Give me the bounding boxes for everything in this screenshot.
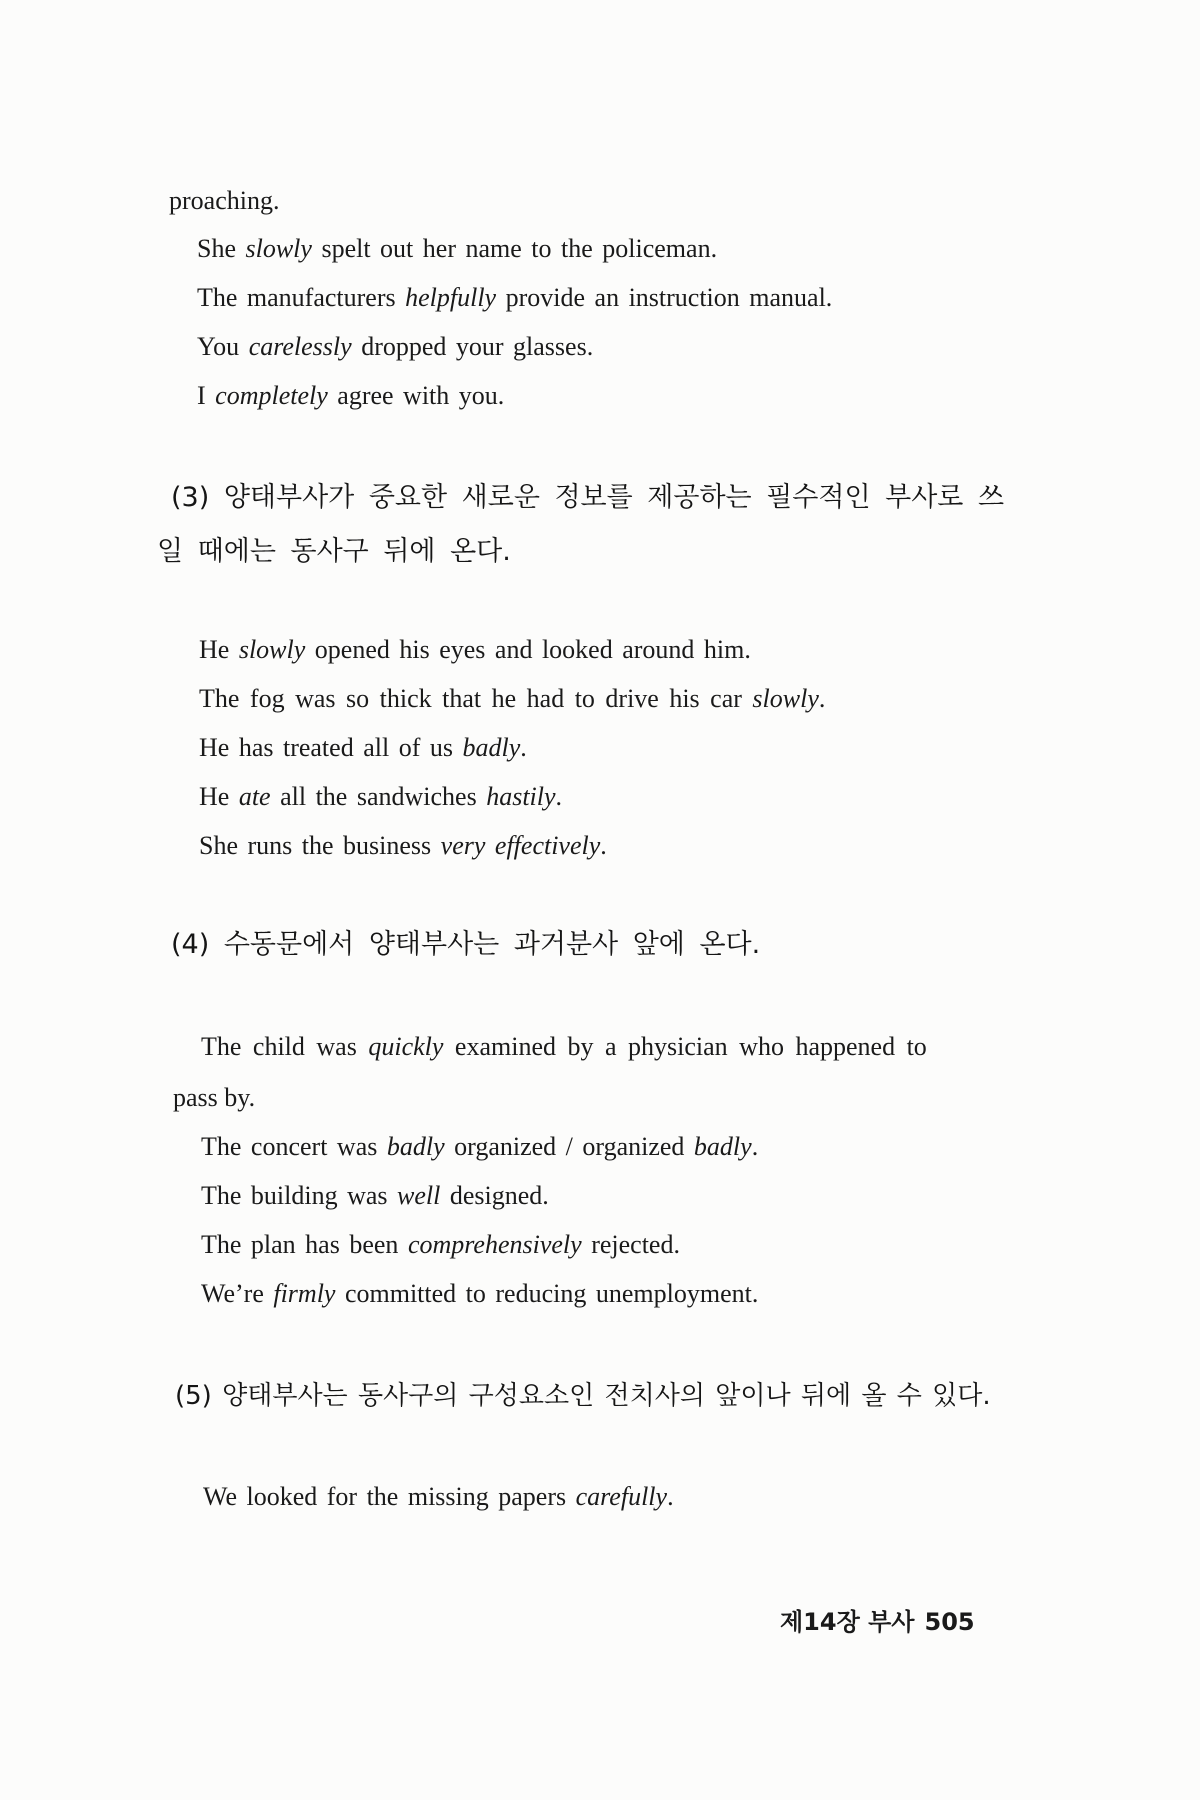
text: He	[199, 635, 239, 664]
verb: ate	[238, 782, 271, 811]
text: .	[751, 1132, 759, 1161]
text: The manufacturers	[197, 283, 406, 312]
adverb: carelessly	[248, 332, 352, 361]
heading-text: (3) 양태부사가 중요한 새로운 정보를 제공하는 필수적인 부사로 쓰	[171, 482, 1005, 513]
text: spelt out her name to the policeman.	[311, 234, 718, 263]
adverb: badly	[693, 1132, 752, 1161]
page-footer	[780, 1602, 975, 1637]
text: We looked for the missing papers	[203, 1482, 576, 1511]
text: .	[600, 831, 607, 860]
text: You	[197, 332, 249, 361]
example-sentence	[199, 829, 607, 863]
continued-text	[169, 184, 279, 218]
text: all the sandwiches	[270, 782, 487, 811]
adverb: well	[397, 1181, 441, 1210]
adverb: comprehensively	[407, 1230, 582, 1259]
example-sentence	[201, 1179, 549, 1213]
section-heading	[171, 925, 760, 965]
example-sentence	[201, 1277, 758, 1311]
example-sentence	[201, 1228, 680, 1262]
text: The plan has been	[201, 1230, 408, 1259]
adverb: carefully	[575, 1482, 668, 1511]
text: .	[520, 733, 527, 762]
example-sentence	[199, 633, 751, 667]
text: organized / organized	[444, 1132, 694, 1161]
text: We’re	[201, 1279, 274, 1308]
text: I	[197, 381, 216, 410]
text: She	[197, 234, 246, 263]
adverb: firmly	[273, 1279, 336, 1308]
text: opened his eyes and looked around him.	[305, 635, 751, 664]
text: He has treated all of us	[199, 733, 463, 762]
example-sentence-continued	[173, 1081, 255, 1115]
example-sentence	[197, 232, 717, 266]
section-heading-continued	[157, 532, 511, 572]
text: dropped your glasses.	[351, 332, 594, 361]
text: committed to reducing unemployment.	[335, 1279, 759, 1308]
text: .	[667, 1482, 674, 1511]
text: designed.	[440, 1181, 549, 1210]
text: The concert was	[201, 1132, 387, 1161]
adverb: hastily	[486, 782, 556, 811]
heading-text: (5) 양태부사는 동사구의 구성요소인 전치사의 앞이나 뒤에 올 수 있다.	[175, 1381, 991, 1411]
text: She runs the business	[199, 831, 441, 860]
example-sentence	[199, 682, 825, 716]
text: .	[818, 684, 826, 713]
heading-text: 일 때에는 동사구 뒤에 온다.	[157, 536, 511, 567]
adverb: slowly	[245, 234, 312, 263]
section-heading	[171, 478, 1004, 518]
example-sentence	[199, 780, 562, 814]
text: pass by.	[173, 1083, 256, 1112]
example-sentence	[199, 731, 527, 765]
text: The fog was so thick that he had to drive his car	[199, 684, 753, 713]
chapter-title: 제14장 부사	[780, 1608, 915, 1636]
page-number: 505	[924, 1608, 975, 1636]
example-sentence	[203, 1480, 674, 1514]
text: agree with you.	[327, 381, 505, 410]
heading-text: (4) 수동문에서 양태부사는 과거분사 앞에 온다.	[171, 929, 761, 960]
example-sentence	[197, 281, 832, 315]
adverb: badly	[386, 1132, 445, 1161]
adverb: slowly	[238, 635, 306, 664]
text: The child was	[201, 1032, 369, 1061]
text: The building was	[201, 1181, 398, 1210]
section-heading	[175, 1376, 991, 1416]
example-sentence	[197, 379, 504, 413]
adverb: quickly	[368, 1032, 444, 1061]
text: .	[555, 782, 563, 811]
adverb: helpfully	[405, 283, 497, 312]
adverb: badly	[462, 733, 521, 762]
adverb: slowly	[752, 684, 819, 713]
example-sentence	[201, 1130, 758, 1164]
text: rejected.	[581, 1230, 680, 1259]
example-sentence	[201, 1030, 927, 1064]
text: proaching.	[169, 186, 280, 215]
adverb: very effectively	[440, 831, 601, 860]
text: provide an instruction manual.	[496, 283, 833, 312]
example-sentence	[197, 330, 593, 364]
adverb: completely	[215, 381, 328, 410]
text: examined by a physician who happened to	[443, 1032, 927, 1061]
text: He	[199, 782, 239, 811]
